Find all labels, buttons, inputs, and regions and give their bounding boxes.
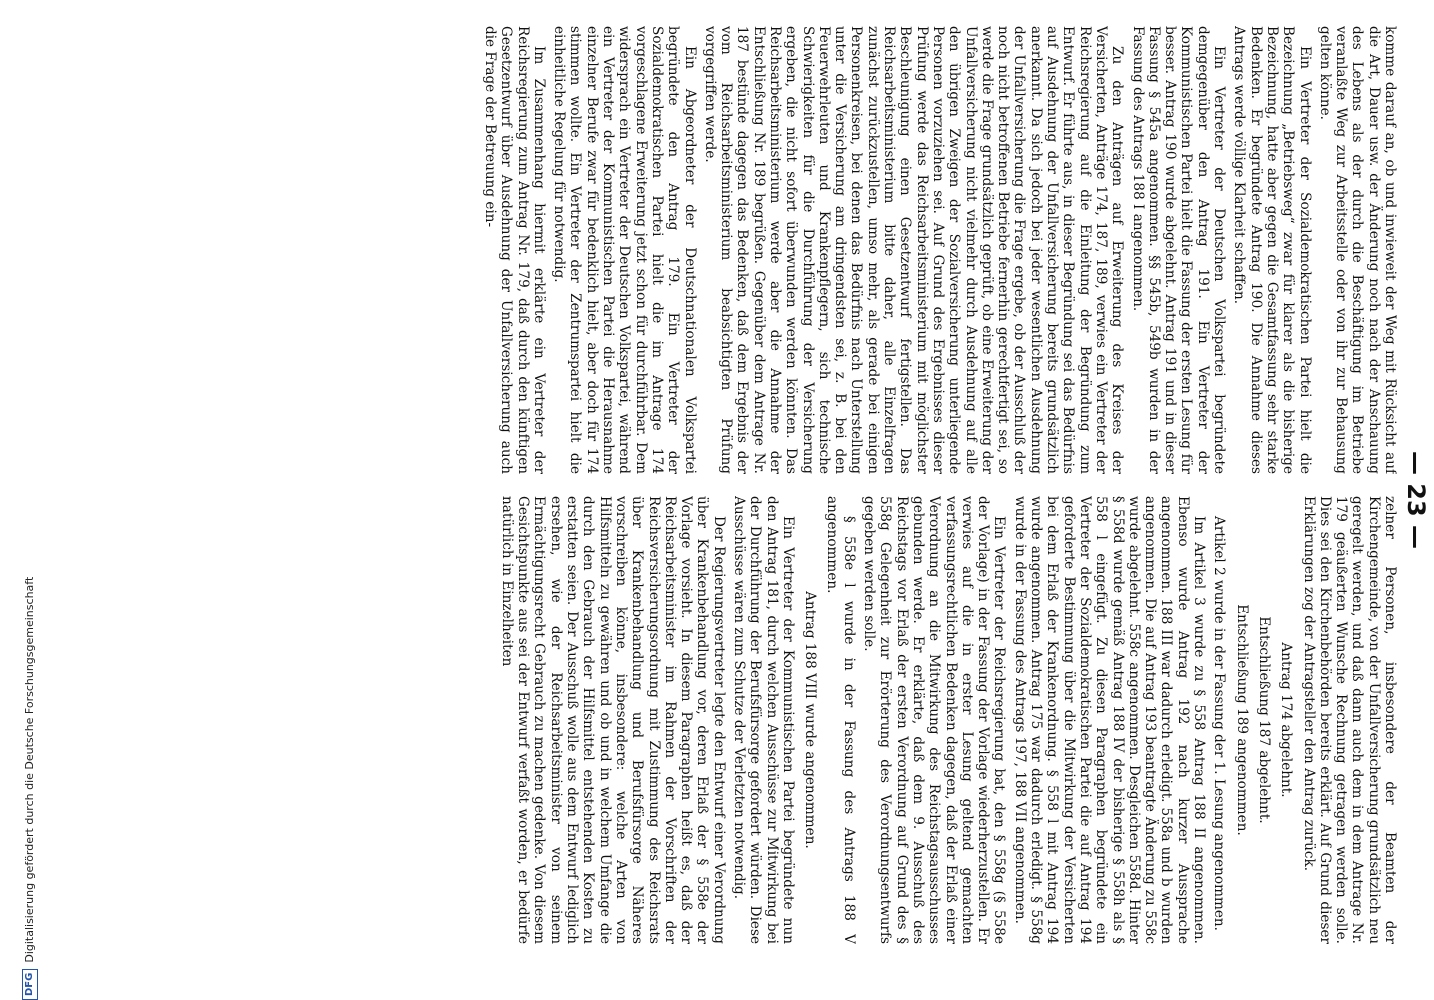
paragraph: § 558e l wurde in der Fassung des Antrags 188 V angenommen. (824, 496, 857, 944)
dfg-logo-icon: DFG (22, 969, 38, 1000)
resolution-line: Entschließung 189 angenommen. (1233, 604, 1250, 836)
resolution-line: Antrag 174 abgelehnt. (1278, 642, 1295, 798)
paragraph: Ein Abgeordneter der Deutschnationalen Volkspartei begründete den Antrag 179. Ein Vertreter der Sozialdemokratischen Partei hielt die im Antrage 174 vorgeschlagene Erweiterung jetzt schon für durchführbar. Dem widersprach ein Vertreter der Deutschen Volkspartei, während ein Vertreter der Kommunistischen Partei die Herausnahme einzelner Berufe zwar für bedenklich hielt, aber doch für 174 stimmen wollte. Ein Vertreter der Zentrumspartei hielt die einheitliche Regelung für notwendig. (551, 26, 698, 474)
paragraph: Ein Vertreter der Deutschen Volkspartei begründete demgegenüber den Antrag 191. Ein Vertreter der Kommunistischen Partei hielt die Fassung der ersten Lesung für besser. Antrag 190 wurde abgelehnt. Antrag 191 und in dieser Fassung § 545a angenommen. §§ 545b, 549b wurden in der Fassung des Antrags 188 I angenommen. (1129, 26, 1228, 474)
paragraph: Artikel 2 wurde in der Fassung der 1. Lesung angenommen. (1211, 516, 1228, 931)
resolution-line: Antrag 188 VIII wurde angenommen. (802, 591, 819, 849)
text-column-left (16, 26, 1398, 474)
paragraph: Im Artikel 3 wurde zu § 558 Antrag 188 II angenommen. Ebenso wurde Antrag 192 nach kurzer Aussprache angenommen. 188 III war dadurch erledigt. 558a und b wurden angenommen. Die auf Antrag 193 beantragte Änderung zu 558c wurde abgelehnt. 558c angenommen. Desgleichen 558d. Hinter § 558d wurde gemäß Antrag 188 IV der bisherige § 558h als § 558 l eingefügt. Zu diesen Paragraphen begründete ein Vertreter der Sozialdemokratischen Partei die auf Antrag 194 geforderte Bestimmung über die Mitwirkung der Versicherten bei dem Erlaß der Krankenordnung. § 558 l mit Antrag 194 wurde angenommen. Antrag 175 war dadurch erledigt. § 558g wurde in der Fassung des Antrags 197, 188 VII angenommen. (1011, 496, 1208, 944)
credit-text: Digitalisierung gefördert durch die Deutsche Forschungsgemeinschaft (23, 576, 36, 963)
paragraph: komme darauf an, ob und inwieweit der Weg mit Rücksicht auf die Art, Dauer usw. der Änderung noch nach der Anschauung des Lebens als der durch die Beschäftigung im Betriebe veranlaßte Weg zur Arbeitsstelle oder von ihr zur Behausung gelten könne. (1316, 26, 1398, 474)
digitization-credit (20, 0, 40, 1000)
text-column-right (16, 496, 1398, 944)
resolution-line: Entschließung 187 abgelehnt. (1255, 616, 1272, 824)
paragraph: Ein Vertreter der Sozialdemokratischen Partei hielt die Bezeichnung „Betriebsweg“ zwar für klarer als die bisherige Bezeichnung, hatte aber gegen die Gesamtfassung sehr starke Bedenken. Er begründete Antrag 190. Die Annahme dieses Antrags werde völlige Klarheit schaffen. (1231, 26, 1313, 474)
paragraph: Der Regierungsvertreter legte den Entwurf einer Verordnung über Krankenbehandlung vor, deren Erlaß der § 558e der Vorlage vorsieht. In diesem Paragraphen heißt es, daß der Reichsarbeitsminister im Rahmen der Vorschriften der Reichsversicherungsordnung mit Zustimmung des Reichsrats über Krankenbehandlung und Berufsfürsorge Näheres vorschreiben könne, insbesondere: welche Arten von Hilfsmitteln zu gewähren und ob und in welchem Umfange die durch den Gebrauch der Hilfsmittel entstehenden Kosten zu erstatten seien. Der Ausschuß wolle aus dem Entwurf lediglich ersehen, wie der Reichsarbeitsminister von seinem Ermächtigungsrecht Gebrauch zu machen gedenke. Von diesem Gesichtspunkte aus sei der Entwurf verfaßt worden, er bedürfe natürlich in Einzelheiten (498, 496, 727, 944)
paragraph: zelner Personen, insbesondere der Beamten der Kirchengemeinde, von der Unfallversicherung grundsätzlich neu geregelt werden, und daß dann auch dem in dem Antrage Nr. 179 geäußerten Wunsche Rechnung getragen werden solle. Dies sei den Kirchenbehörden bereits erklärt. Auf Grund dieser Erklärungen zog der Antragsteller den Antrag zurück. (1300, 496, 1398, 944)
paragraph: Im Zusammenhang hiermit erklärte ein Vertreter der Reichsregierung zum Antrag Nr. 179, daß durch den künftigen Gesetzentwurf über Ausdehnung der Unfallversicherung auch die Frage der Betreuung ein- (481, 26, 547, 474)
paragraph: Zu den Anträgen auf Erweiterung des Kreises der Versicherten, Anträge 174, 187, 189, verwies ein Vertreter der Reichsregierung auf die Einleitung der Begründung zum Entwurf. Er führte aus, in dieser Begründung sei das Bedürfnis auf Ausdehnung der Unfallversicherung bereits grundsätzlich anerkannt. Da sich jedoch bei jeder wesentlichen Ausdehnung der Unfallversicherung die Frage ergebe, ob der Ausschluß der noch nicht betroffenen Betriebe fernerhin gerechtfertigt sei, so werde die Frage grundsätzlich geprüft, ob eine Erweiterung der Unfallversicherung nicht vielmehr durch Ausdehnung auf alle den übrigen Zweigen der Sozialversicherung unterliegende Personen vorzuziehen sei. Auf Grund des Ergebnisses dieser Prüfung werde das Reichsarbeitsministerium mit möglichster Beschleunigung einen Gesetzentwurf fertigstellen. Das Reichsarbeitsministerium bitte daher, alle Einzelfragen zunächst zurückzustellen, umso mehr, als gerade bei einigen Personenkreisen, bei denen das Bedürfnis nach Unterstellung unter die Versicherung am dringendsten sei, z. B. bei den Feuerwehrleuten und Krankenpflegern, sich technische Schwierigkeiten für die Durchführung der Versicherung ergeben, die nicht sofort überwunden werden könnten. Das Reichsarbeitsministerium werde aber die Annahme der Entschließung Nr. 189 begrüßen. Gegenüber dem Antrage Nr. 187 bestünde dagegen das Bedenken, daß dem Ergebnis der vom Reichsarbeitsministerium beabsichtigten Prüfung vorgegriffen werde. (701, 26, 1126, 474)
paragraph: Ein Vertreter der Kommunistischen Partei begründete nun den Antrag 181, durch welchen Ausschüsse zur Mitwirkung bei der Durchführung der Berufsfürsorge gefordert würden. Diese Ausschüsse wären zum Schutze der Verletzten notwendig. (731, 496, 796, 944)
page-number: — 23 — (1402, 450, 1430, 550)
paragraph: Ein Vertreter der Reichsregierung bat, den § 558g (§ 558e der Vorlage) in der Fassung der Vorlage wiederherzustellen. Er verwies auf die in erster Lesung geltend gemachten verfassungsrechtlichen Bedenken dagegen, daß der Erlaß einer Verordnung an die Mitwirkung des Reichstagsausschusses gebunden werde. Er erklärte, daß dem 9. Ausschuß des Reichstags vor Erlaß der ersten Verordnung auf Grund des § 558g Gelegenheit zur Erörterung des Verordnungsentwurfs gegeben werden solle. (861, 496, 1008, 944)
